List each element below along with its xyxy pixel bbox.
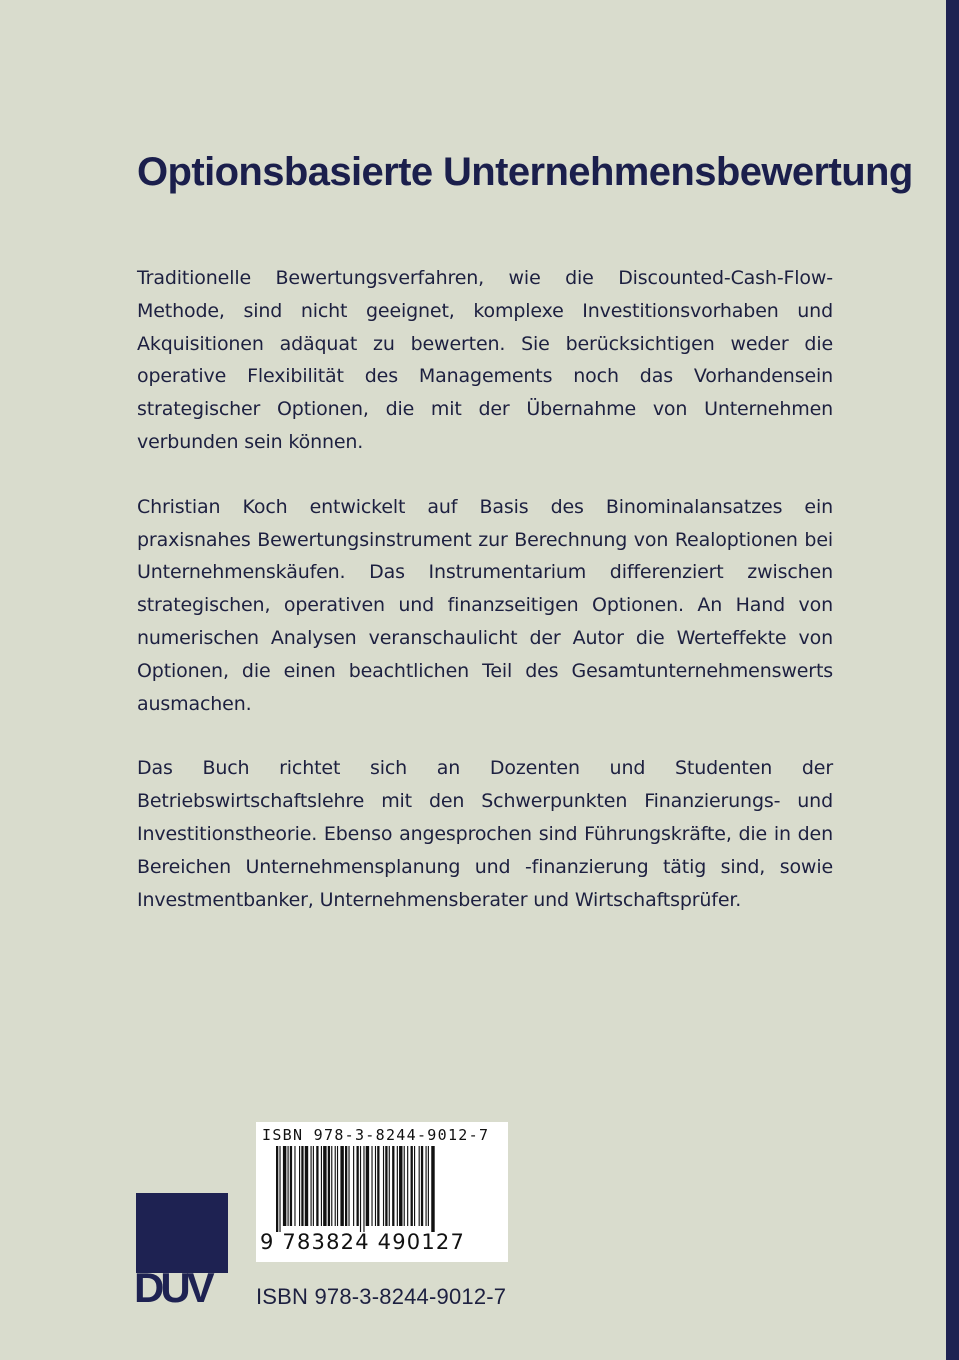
barcode-bar xyxy=(360,1146,361,1232)
barcode-bar xyxy=(288,1146,289,1226)
blurb-paragraph-3: Das Buch richtet sich an Dozenten und Studenten der Betriebswirtschaftslehre mit den Schwerpunkten Finanzierungs- und Investitionstheorie. Ebenso angesprochen sind Führungskräfte, die in den Bereichen Unternehmensplanung und -finanzierung tätig sind, sowie Investmentbanker, Unternehmensberater und Wirtschaftsprüfer. xyxy=(137,757,833,911)
barcode-bar xyxy=(301,1146,303,1226)
barcode-bar xyxy=(321,1146,322,1226)
barcode-bar xyxy=(404,1146,405,1226)
barcode-bar xyxy=(353,1146,354,1226)
book-title: Optionsbasierte Unternehmensbewertung xyxy=(137,150,913,194)
barcode-bar xyxy=(328,1146,330,1226)
barcode-bar xyxy=(313,1146,314,1226)
barcode-bar xyxy=(431,1146,434,1232)
barcode-bar xyxy=(323,1146,326,1226)
barcode-bar xyxy=(290,1146,292,1226)
barcode-bar xyxy=(385,1146,387,1226)
blurb-paragraph-1: Traditionelle Bewertungsverfahren, wie die Discounted-Cash-Flow-Methode, sind nicht geeignet, komplexe Investitionsvorhaben und Akquisitionen adäquat zu bewerten. Sie berücksichtigen weder die operative Flexibilität des Managements noch das Vorhandensein strategischer Optionen, die mit der Übernahme von Unternehmen verbunden sein können. xyxy=(137,267,833,453)
barcode-bar xyxy=(426,1146,427,1226)
barcode-bar xyxy=(428,1146,429,1226)
barcode-bar xyxy=(421,1146,423,1226)
barcode-bar xyxy=(294,1146,295,1226)
blurb-paragraph-2: Christian Koch entwickelt auf Basis des Binominalansatzes ein praxisnahes Bewertungsinstrument zur Berechnung von Realoptionen bei Unternehmenskäufen. Das Instrumentarium differenziert zwischen strategischen, operativen und finanzseitigen Optionen. An Hand von numerischen Analysen veranschaulicht der Autor die Werteffekte von Optionen, die einen beachtlichen Teil des Gesamtunternehmenswerts ausmachen. xyxy=(137,495,833,715)
barcode-digits: 9 783824 490127 xyxy=(260,1230,466,1254)
barcode-bar xyxy=(411,1146,413,1226)
barcode-bar xyxy=(357,1146,359,1226)
publisher-logo xyxy=(134,1193,231,1311)
barcode-bar xyxy=(299,1146,300,1226)
barcode-bar xyxy=(340,1146,343,1226)
barcode-bars xyxy=(276,1146,494,1232)
barcode-bar xyxy=(377,1146,379,1226)
barcode-bar xyxy=(389,1146,390,1226)
barcode-bar xyxy=(276,1146,278,1232)
barcode-isbn-label: ISBN 978-3-8244-9012-7 xyxy=(262,1126,490,1144)
barcode-bar xyxy=(363,1146,364,1232)
barcode-bar xyxy=(383,1146,384,1226)
barcode-bar xyxy=(407,1146,408,1226)
isbn-footer: ISBN 978-3-8244-9012-7 xyxy=(256,1284,507,1309)
barcode-bar xyxy=(283,1146,286,1226)
barcode-bar xyxy=(337,1146,338,1226)
barcode-bar xyxy=(316,1146,318,1226)
barcode-bar xyxy=(392,1146,394,1226)
barcode-bar xyxy=(375,1146,376,1226)
barcode-bar xyxy=(366,1146,369,1226)
barcode-bar xyxy=(345,1146,347,1226)
barcode-bar xyxy=(305,1146,308,1226)
barcode-bar xyxy=(397,1146,398,1226)
barcode-bar xyxy=(279,1146,280,1232)
barcode-bar xyxy=(419,1146,420,1226)
barcode-bar xyxy=(414,1146,415,1226)
barcode-bar xyxy=(348,1146,349,1226)
isbn-barcode xyxy=(256,1122,508,1262)
blurb xyxy=(137,262,833,948)
cover-edge-strip xyxy=(946,0,959,1360)
logo-text: DUV xyxy=(134,1264,211,1311)
barcode-bar xyxy=(335,1146,336,1226)
barcode-bar xyxy=(371,1146,372,1226)
barcode-bar xyxy=(311,1146,312,1226)
barcode-bar xyxy=(331,1146,332,1226)
barcode-bar xyxy=(399,1146,402,1226)
logo-block xyxy=(136,1193,228,1273)
